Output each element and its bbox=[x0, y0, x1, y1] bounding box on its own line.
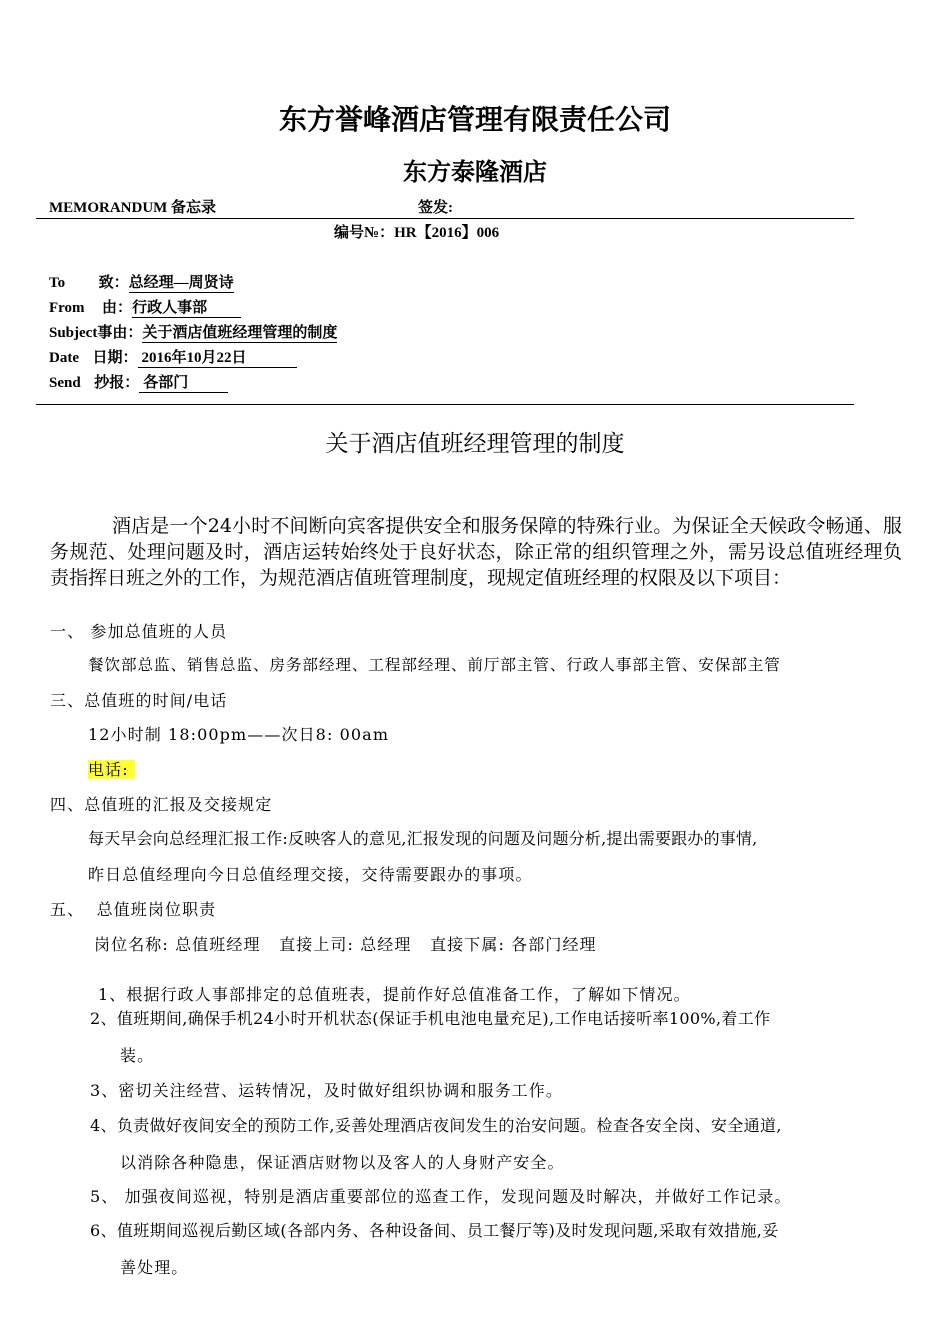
memo-send-row bbox=[49, 371, 228, 393]
doc-number: 编号№：HR【2016】006 bbox=[334, 225, 500, 241]
intro-paragraph: 酒店是一个24小时不间断向宾客提供安全和服务保障的特殊行业。为保证全天候政令畅通、服务规范、处理问题及时，酒店运转始终处于良好状态，除正常的组织管理之外，需另设总值班经理负责指挥日班之外的工作，为规范酒店值班管理制度，现规定值班经理的权限及以下项目： bbox=[50, 515, 902, 589]
from-label: From bbox=[49, 300, 85, 316]
section-4-title: 四、总值班的汇报及交接规定 bbox=[50, 795, 273, 814]
to-cn: 致： bbox=[98, 275, 129, 291]
date-cn: 日期： bbox=[92, 350, 138, 366]
company-title: 东方誉峰酒店管理有限责任公司 bbox=[278, 103, 671, 136]
section-3-phone bbox=[88, 757, 135, 780]
sign-label: 签发: bbox=[418, 200, 453, 216]
to-value: 总经理—周贤诗 bbox=[128, 275, 234, 291]
duty-4-line-1: 4、负责做好夜间安全的预防工作,妥善处理酒店夜间发生的治安问题。检查各安全岗、安全通道, bbox=[90, 1116, 782, 1135]
send-cn: 抄报： bbox=[94, 375, 140, 391]
duty-2-line-2: 装。 bbox=[120, 1046, 155, 1065]
from-value: 行政人事部 bbox=[132, 300, 241, 318]
document-title: 关于酒店值班经理管理的制度 bbox=[325, 431, 625, 457]
section-1-body: 餐饮部总监、销售总监、房务部经理、工程部经理、前厅部主管、行政人事部主管、安保部主管 bbox=[88, 656, 781, 674]
header-divider-bottom bbox=[36, 404, 854, 405]
duty-6-line-2: 善处理。 bbox=[120, 1258, 189, 1277]
memo-date-row bbox=[49, 346, 297, 368]
section-3-time: 12小时制 18:00pm——次日8: 00am bbox=[88, 725, 390, 744]
memo-label: MEMORANDUM 备忘录 bbox=[49, 200, 217, 216]
section-5-title: 五、 总值班岗位职责 bbox=[50, 900, 217, 919]
send-label: Send bbox=[49, 375, 81, 391]
memo-to-row bbox=[49, 271, 234, 293]
duty-4-line-2: 以消除各种隐患，保证酒店财物以及客人的人身财产安全。 bbox=[120, 1153, 565, 1172]
duty-2-line-1: 2、值班期间,确保手机24小时开机状态(保证手机电池电量充足),工作电话接听率100%,着工作 bbox=[90, 1009, 771, 1028]
to-label: To bbox=[49, 275, 66, 291]
section-1-title: 一、 参加总值班的人员 bbox=[50, 622, 228, 641]
memo-subject-row bbox=[49, 321, 337, 343]
section-4-line-2: 昨日总值经理向今日总值经理交接，交待需要跟办的事项。 bbox=[88, 865, 533, 884]
section-4-line-1: 每天早会向总经理汇报工作:反映客人的意见,汇报发现的问题及问题分析,提出需要跟办的事情, bbox=[88, 829, 758, 848]
header-divider-top bbox=[36, 218, 854, 219]
subject-value: 关于酒店值班经理管理的制度 bbox=[142, 325, 338, 341]
duty-6-line-1: 6、值班期间巡视后勤区域(各部内务、各种设备间、员工餐厅等)及时发现问题,采取有效措施,妥 bbox=[90, 1221, 779, 1240]
send-value: 各部门 bbox=[139, 375, 228, 393]
from-cn: 由： bbox=[102, 300, 133, 316]
phone-label: 电话: bbox=[88, 760, 135, 779]
hotel-title: 东方泰隆酒店 bbox=[403, 157, 547, 186]
section-5-position: 岗位名称: 总值班经理 直接上司: 总经理 直接下属: 各部门经理 bbox=[94, 935, 597, 954]
date-value: 2016年10月22日 bbox=[138, 350, 297, 368]
section-3-title: 三、总值班的时间/电话 bbox=[50, 691, 228, 710]
duty-1: 1、根据行政人事部排定的总值班表，提前作好总值准备工作，了解如下情况。 bbox=[98, 985, 691, 1004]
duty-5: 5、 加强夜间巡视，特别是酒店重要部位的巡查工作，发现问题及时解决，并做好工作记录。 bbox=[90, 1187, 792, 1206]
memo-from-row bbox=[49, 296, 241, 318]
date-label: Date bbox=[49, 350, 79, 366]
subject-label: Subject bbox=[49, 325, 98, 341]
subject-cn: 事由： bbox=[97, 325, 143, 341]
duty-3: 3、密切关注经营、运转情况，及时做好组织协调和服务工作。 bbox=[90, 1081, 563, 1100]
